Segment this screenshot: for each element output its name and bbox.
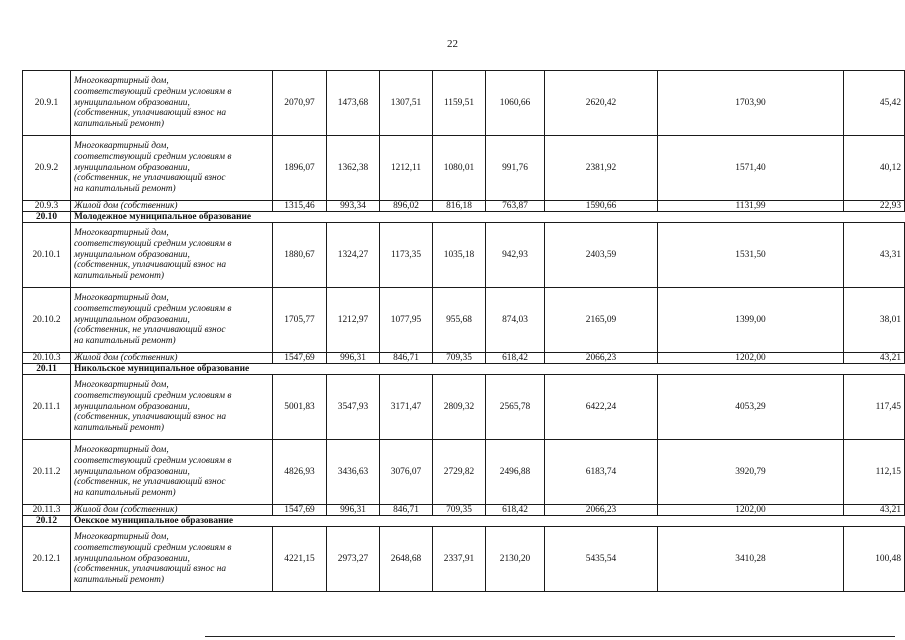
description-line: соответствующий средним условиям в — [74, 455, 232, 466]
description-line: на капитальный ремонт) — [74, 488, 176, 499]
value-cell: 1202,00 — [658, 505, 844, 516]
description-line: на капитальный ремонт) — [74, 184, 176, 195]
value-cell: 942,93 — [486, 223, 545, 288]
row-description — [71, 136, 273, 201]
value-cell: 100,48 — [844, 527, 905, 592]
value-cell: 5001,83 — [273, 375, 327, 440]
description-line: (собственник, не уплачивающий взнос — [74, 173, 226, 184]
value-cell: 1703,90 — [658, 71, 844, 136]
description-line: Жилой дом (собственник) — [74, 201, 178, 211]
value-cell: 846,71 — [380, 353, 433, 364]
value-cell: 1547,69 — [273, 353, 327, 364]
description-line: муниципальном образовании, — [74, 97, 190, 108]
value-cell: 117,45 — [844, 375, 905, 440]
description-line: капитальный ремонт) — [74, 119, 165, 130]
description-line: соответствующий средним условиям в — [74, 303, 232, 314]
description-line: муниципальном образовании, — [74, 466, 190, 477]
value-cell: 43,21 — [844, 505, 905, 516]
row-description — [71, 223, 273, 288]
description-line: капитальный ремонт) — [74, 575, 165, 586]
value-cell: 3410,28 — [658, 527, 844, 592]
value-cell: 2496,88 — [486, 440, 545, 505]
description-line: муниципальном образовании, — [74, 401, 190, 412]
value-cell: 709,35 — [433, 353, 486, 364]
row-code: 20.11 — [23, 364, 71, 375]
description-line: (собственник, уплачивающий взнос на — [74, 108, 227, 119]
value-cell: 1202,00 — [658, 353, 844, 364]
description-line: соответствующий средним условиям в — [74, 86, 232, 97]
value-cell: 2648,68 — [380, 527, 433, 592]
value-cell: 816,18 — [433, 201, 486, 212]
value-cell: 1473,68 — [327, 71, 380, 136]
value-cell: 2130,20 — [486, 527, 545, 592]
row-description — [71, 505, 273, 516]
value-cell: 3171,47 — [380, 375, 433, 440]
row-code: 20.10.2 — [23, 288, 71, 353]
row-description — [71, 288, 273, 353]
value-cell: 43,21 — [844, 353, 905, 364]
row-code: 20.11.2 — [23, 440, 71, 505]
row-description — [71, 375, 273, 440]
value-cell: 45,42 — [844, 71, 905, 136]
value-cell: 40,12 — [844, 136, 905, 201]
row-code: 20.12.1 — [23, 527, 71, 592]
value-cell: 991,76 — [486, 136, 545, 201]
value-cell: 955,68 — [433, 288, 486, 353]
row-code: 20.11.1 — [23, 375, 71, 440]
value-cell: 3920,79 — [658, 440, 844, 505]
description-line: соответствующий средним условиям в — [74, 151, 232, 162]
value-cell: 3076,07 — [380, 440, 433, 505]
value-cell: 43,31 — [844, 223, 905, 288]
description-line: Жилой дом (собственник) — [74, 353, 178, 363]
value-cell: 5435,54 — [545, 527, 658, 592]
value-cell: 846,71 — [380, 505, 433, 516]
row-description — [71, 527, 273, 592]
value-cell: 6183,74 — [545, 440, 658, 505]
value-cell: 2620,42 — [545, 71, 658, 136]
description-line: муниципальном образовании, — [74, 553, 190, 564]
row-code: 20.12 — [23, 516, 71, 527]
row-code: 20.11.3 — [23, 505, 71, 516]
table-row — [23, 440, 905, 505]
description-line: Многоквартирный дом, — [74, 228, 169, 238]
table-row — [23, 288, 905, 353]
row-code: 20.10 — [23, 212, 71, 223]
row-description — [71, 440, 273, 505]
value-cell: 1212,97 — [327, 288, 380, 353]
row-code: 20.10.3 — [23, 353, 71, 364]
description-line: Многоквартирный дом, — [74, 445, 169, 455]
value-cell: 1212,11 — [380, 136, 433, 201]
table-row — [23, 136, 905, 201]
value-cell: 1547,69 — [273, 505, 327, 516]
section-title: Никольское муниципальное образование — [71, 364, 905, 375]
row-description — [71, 71, 273, 136]
description-line: муниципальном образовании, — [74, 249, 190, 260]
value-cell: 38,01 — [844, 288, 905, 353]
description-line: соответствующий средним условиям в — [74, 238, 232, 249]
value-cell: 1035,18 — [433, 223, 486, 288]
value-cell: 618,42 — [486, 505, 545, 516]
value-cell: 2565,78 — [486, 375, 545, 440]
value-cell: 763,87 — [486, 201, 545, 212]
section-row — [23, 516, 905, 527]
value-cell: 2066,23 — [545, 505, 658, 516]
value-cell: 996,31 — [327, 353, 380, 364]
description-line: (собственник, не уплачивающий взнос — [74, 325, 226, 336]
value-cell: 2729,82 — [433, 440, 486, 505]
row-code: 20.9.2 — [23, 136, 71, 201]
table-row — [23, 375, 905, 440]
value-cell: 1399,00 — [658, 288, 844, 353]
description-line: соответствующий средним условиям в — [74, 542, 232, 553]
value-cell: 2809,32 — [433, 375, 486, 440]
value-cell: 2066,23 — [545, 353, 658, 364]
value-cell: 1060,66 — [486, 71, 545, 136]
description-line: Жилой дом (собственник) — [74, 505, 178, 515]
row-description — [71, 201, 273, 212]
description-line: (собственник, уплачивающий взнос на — [74, 260, 227, 271]
value-cell: 6422,24 — [545, 375, 658, 440]
section-title: Молодежное муниципальное образование — [71, 212, 905, 223]
description-line: Многоквартирный дом, — [74, 380, 169, 390]
value-cell: 1571,40 — [658, 136, 844, 201]
section-title: Оекское муниципальное образование — [71, 516, 905, 527]
value-cell: 1315,46 — [273, 201, 327, 212]
value-cell: 1173,35 — [380, 223, 433, 288]
value-cell: 1531,50 — [658, 223, 844, 288]
table-row — [23, 71, 905, 136]
value-cell: 1131,99 — [658, 201, 844, 212]
tariff-table-body — [23, 71, 905, 592]
value-cell: 2973,27 — [327, 527, 380, 592]
row-code: 20.10.1 — [23, 223, 71, 288]
description-line: капитальный ремонт) — [74, 423, 165, 434]
section-row — [23, 364, 905, 375]
value-cell: 1590,66 — [545, 201, 658, 212]
table-row — [23, 505, 905, 516]
value-cell: 2381,92 — [545, 136, 658, 201]
value-cell: 618,42 — [486, 353, 545, 364]
value-cell: 1362,38 — [327, 136, 380, 201]
table-row — [23, 353, 905, 364]
value-cell: 112,15 — [844, 440, 905, 505]
value-cell: 2403,59 — [545, 223, 658, 288]
row-code: 20.9.3 — [23, 201, 71, 212]
value-cell: 1307,51 — [380, 71, 433, 136]
tariff-table — [22, 70, 905, 592]
description-line: муниципальном образовании, — [74, 162, 190, 173]
page-number: 22 — [447, 38, 458, 50]
description-line: (собственник, уплачивающий взнос на — [74, 412, 227, 423]
table-row — [23, 223, 905, 288]
description-line: капитальный ремонт) — [74, 271, 165, 282]
description-line: соответствующий средним условиям в — [74, 390, 232, 401]
value-cell: 1880,67 — [273, 223, 327, 288]
value-cell: 4221,15 — [273, 527, 327, 592]
section-row — [23, 212, 905, 223]
value-cell: 4826,93 — [273, 440, 327, 505]
row-description — [71, 353, 273, 364]
value-cell: 874,03 — [486, 288, 545, 353]
row-code: 20.9.1 — [23, 71, 71, 136]
description-line: муниципальном образовании, — [74, 314, 190, 325]
value-cell: 4053,29 — [658, 375, 844, 440]
value-cell: 1077,95 — [380, 288, 433, 353]
value-cell: 1159,51 — [433, 71, 486, 136]
description-line: (собственник, не уплачивающий взнос — [74, 477, 226, 488]
value-cell: 1324,27 — [327, 223, 380, 288]
description-line: на капитальный ремонт) — [74, 336, 176, 347]
value-cell: 896,02 — [380, 201, 433, 212]
value-cell: 2070,97 — [273, 71, 327, 136]
value-cell: 3547,93 — [327, 375, 380, 440]
description-line: Многоквартирный дом, — [74, 76, 169, 86]
value-cell: 3436,63 — [327, 440, 380, 505]
bottom-rule — [205, 636, 895, 637]
description-line: Многоквартирный дом, — [74, 141, 169, 151]
description-line: Многоквартирный дом, — [74, 532, 169, 542]
value-cell: 1705,77 — [273, 288, 327, 353]
table-row — [23, 527, 905, 592]
value-cell: 996,31 — [327, 505, 380, 516]
table-row — [23, 201, 905, 212]
value-cell: 22,93 — [844, 201, 905, 212]
description-line: (собственник, уплачивающий взнос на — [74, 564, 227, 575]
value-cell: 2337,91 — [433, 527, 486, 592]
value-cell: 1896,07 — [273, 136, 327, 201]
value-cell: 993,34 — [327, 201, 380, 212]
value-cell: 2165,09 — [545, 288, 658, 353]
value-cell: 709,35 — [433, 505, 486, 516]
value-cell: 1080,01 — [433, 136, 486, 201]
description-line: Многоквартирный дом, — [74, 293, 169, 303]
